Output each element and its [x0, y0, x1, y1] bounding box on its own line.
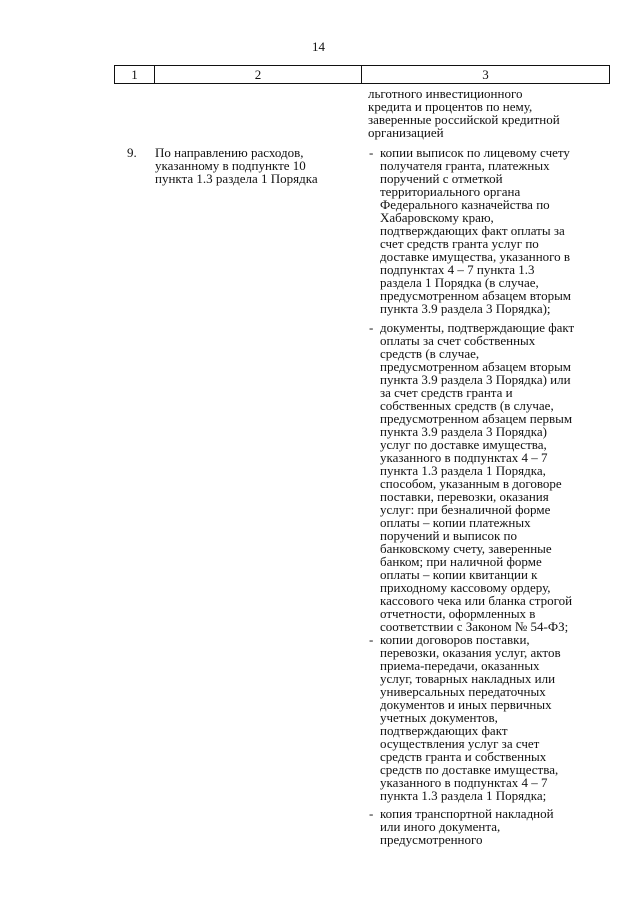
row-number: 9.	[127, 145, 137, 160]
bullet-text: копии выписок по лицевому счету получателя гранта, платежных поручений с отметкой территориального органа Федерального казначейства по Хабаровскому краю, подтверждающих факт оплаты за счет средств гранта услуг по доставке имущества, указанного в подпунктах 4 – 7 пункта 1.3 раздела 1 Порядка (в случае, предусмотренном абзацем вторым пункта 3.9 раздела 3 Порядка);	[380, 145, 572, 316]
column-1-header: 1	[115, 66, 155, 83]
row-description: По направлению расходов, указанному в подпункте 10 пункта 1.3 раздела 1 Порядка	[155, 145, 318, 186]
bullet-text: копия транспортной накладной или иного документа, предусмотренного	[380, 806, 554, 847]
bullet-dash: -	[369, 632, 374, 647]
bullet-text: документы, подтверждающие факт оплаты за счет собственных средств (в случае, предусмотренном абзацем вторым пункта 3.9 раздела 3 Порядка) или за счет средств гранта и собственных средств (в случае, предусмотренном абзацем первым пункта 3.9 раздела 3 Порядка) услуг по доставке имущества, указанного в подпунктах 4 – 7 пункта 1.3 раздела 1 Порядка, способом, указанным в договоре поставки, перевозки, оказания услуг: при безналичной форме оплаты – копии платежных поручений и выписок по банковскому счету, заверенные банком; при наличной форме оплаты – копии квитанции к приходному кассовому ордеру, кассового чека или бланка строгой отчетности, оформленных в соответствии с Законом № 54-ФЗ;	[380, 320, 575, 634]
bullet-dash: -	[369, 320, 374, 335]
column-3-header: 3	[482, 66, 489, 82]
bullet-text: копии договоров поставки, перевозки, оказания услуг, актов приема-передачи, оказанных услуг, товарных накладных или универсальных передаточных документов и иных первичных учетных документов, подтверждающих факт осуществления услуг за счет средств гранта и собственных средств по доставке имущества, указанного в подпунктах 4 – 7 пункта 1.3 раздела 1 Порядка;	[380, 632, 561, 803]
continuation-text: льготного инвестиционного кредита и процентов по нему, заверенные российской кредитной организацией	[368, 86, 560, 140]
column-2-header: 2	[155, 66, 362, 83]
table-header-row	[114, 65, 610, 84]
bullet-dash: -	[369, 145, 374, 160]
page-number: 14	[312, 39, 325, 54]
bullet-dash: -	[369, 806, 374, 821]
